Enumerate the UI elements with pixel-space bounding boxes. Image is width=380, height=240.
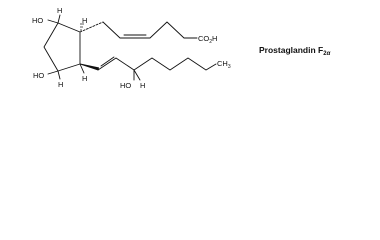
bond-ring-h-top-1 — [58, 15, 60, 23]
atom-ho-bottom: HO — [33, 71, 45, 80]
compound-name-main: Prostaglandin F — [259, 45, 324, 55]
compound-name — [259, 45, 330, 57]
alpha-chain — [103, 22, 197, 38]
atom-h-top-1: H — [57, 6, 63, 15]
omega-double-bond — [101, 57, 114, 66]
atom-ho-top: HO — [32, 16, 44, 25]
atom-ch3 — [217, 59, 231, 70]
bond-ring-ho-top — [48, 20, 58, 23]
compound-name-subscript — [323, 51, 330, 57]
atom-co2h — [198, 34, 217, 45]
compound-name-sub-number: 2 — [323, 51, 327, 57]
atom-h-bottom-2: H — [82, 74, 88, 83]
co2h-subscript: 2 — [209, 39, 213, 45]
ch3-subscript: 3 — [227, 64, 231, 70]
bond-omega-wedge — [80, 64, 99, 70]
omega-chain — [98, 58, 216, 70]
ring-bonds — [44, 23, 80, 71]
co2h-h: H — [212, 34, 218, 43]
ch3-ch: CH — [217, 59, 228, 68]
co2h-co: CO — [198, 34, 210, 43]
compound-name-sub-greek: α — [326, 51, 331, 57]
bond-ring-h-bottom-1 — [58, 71, 60, 79]
bond-chain-h — [134, 70, 140, 80]
bond-ring-ho-bottom — [48, 71, 58, 74]
atom-h-chain: H — [140, 81, 146, 90]
atom-h-bottom-1: H — [58, 80, 64, 89]
atom-h-top-2: H — [82, 16, 88, 25]
atom-ho-chain: HO — [120, 81, 132, 90]
